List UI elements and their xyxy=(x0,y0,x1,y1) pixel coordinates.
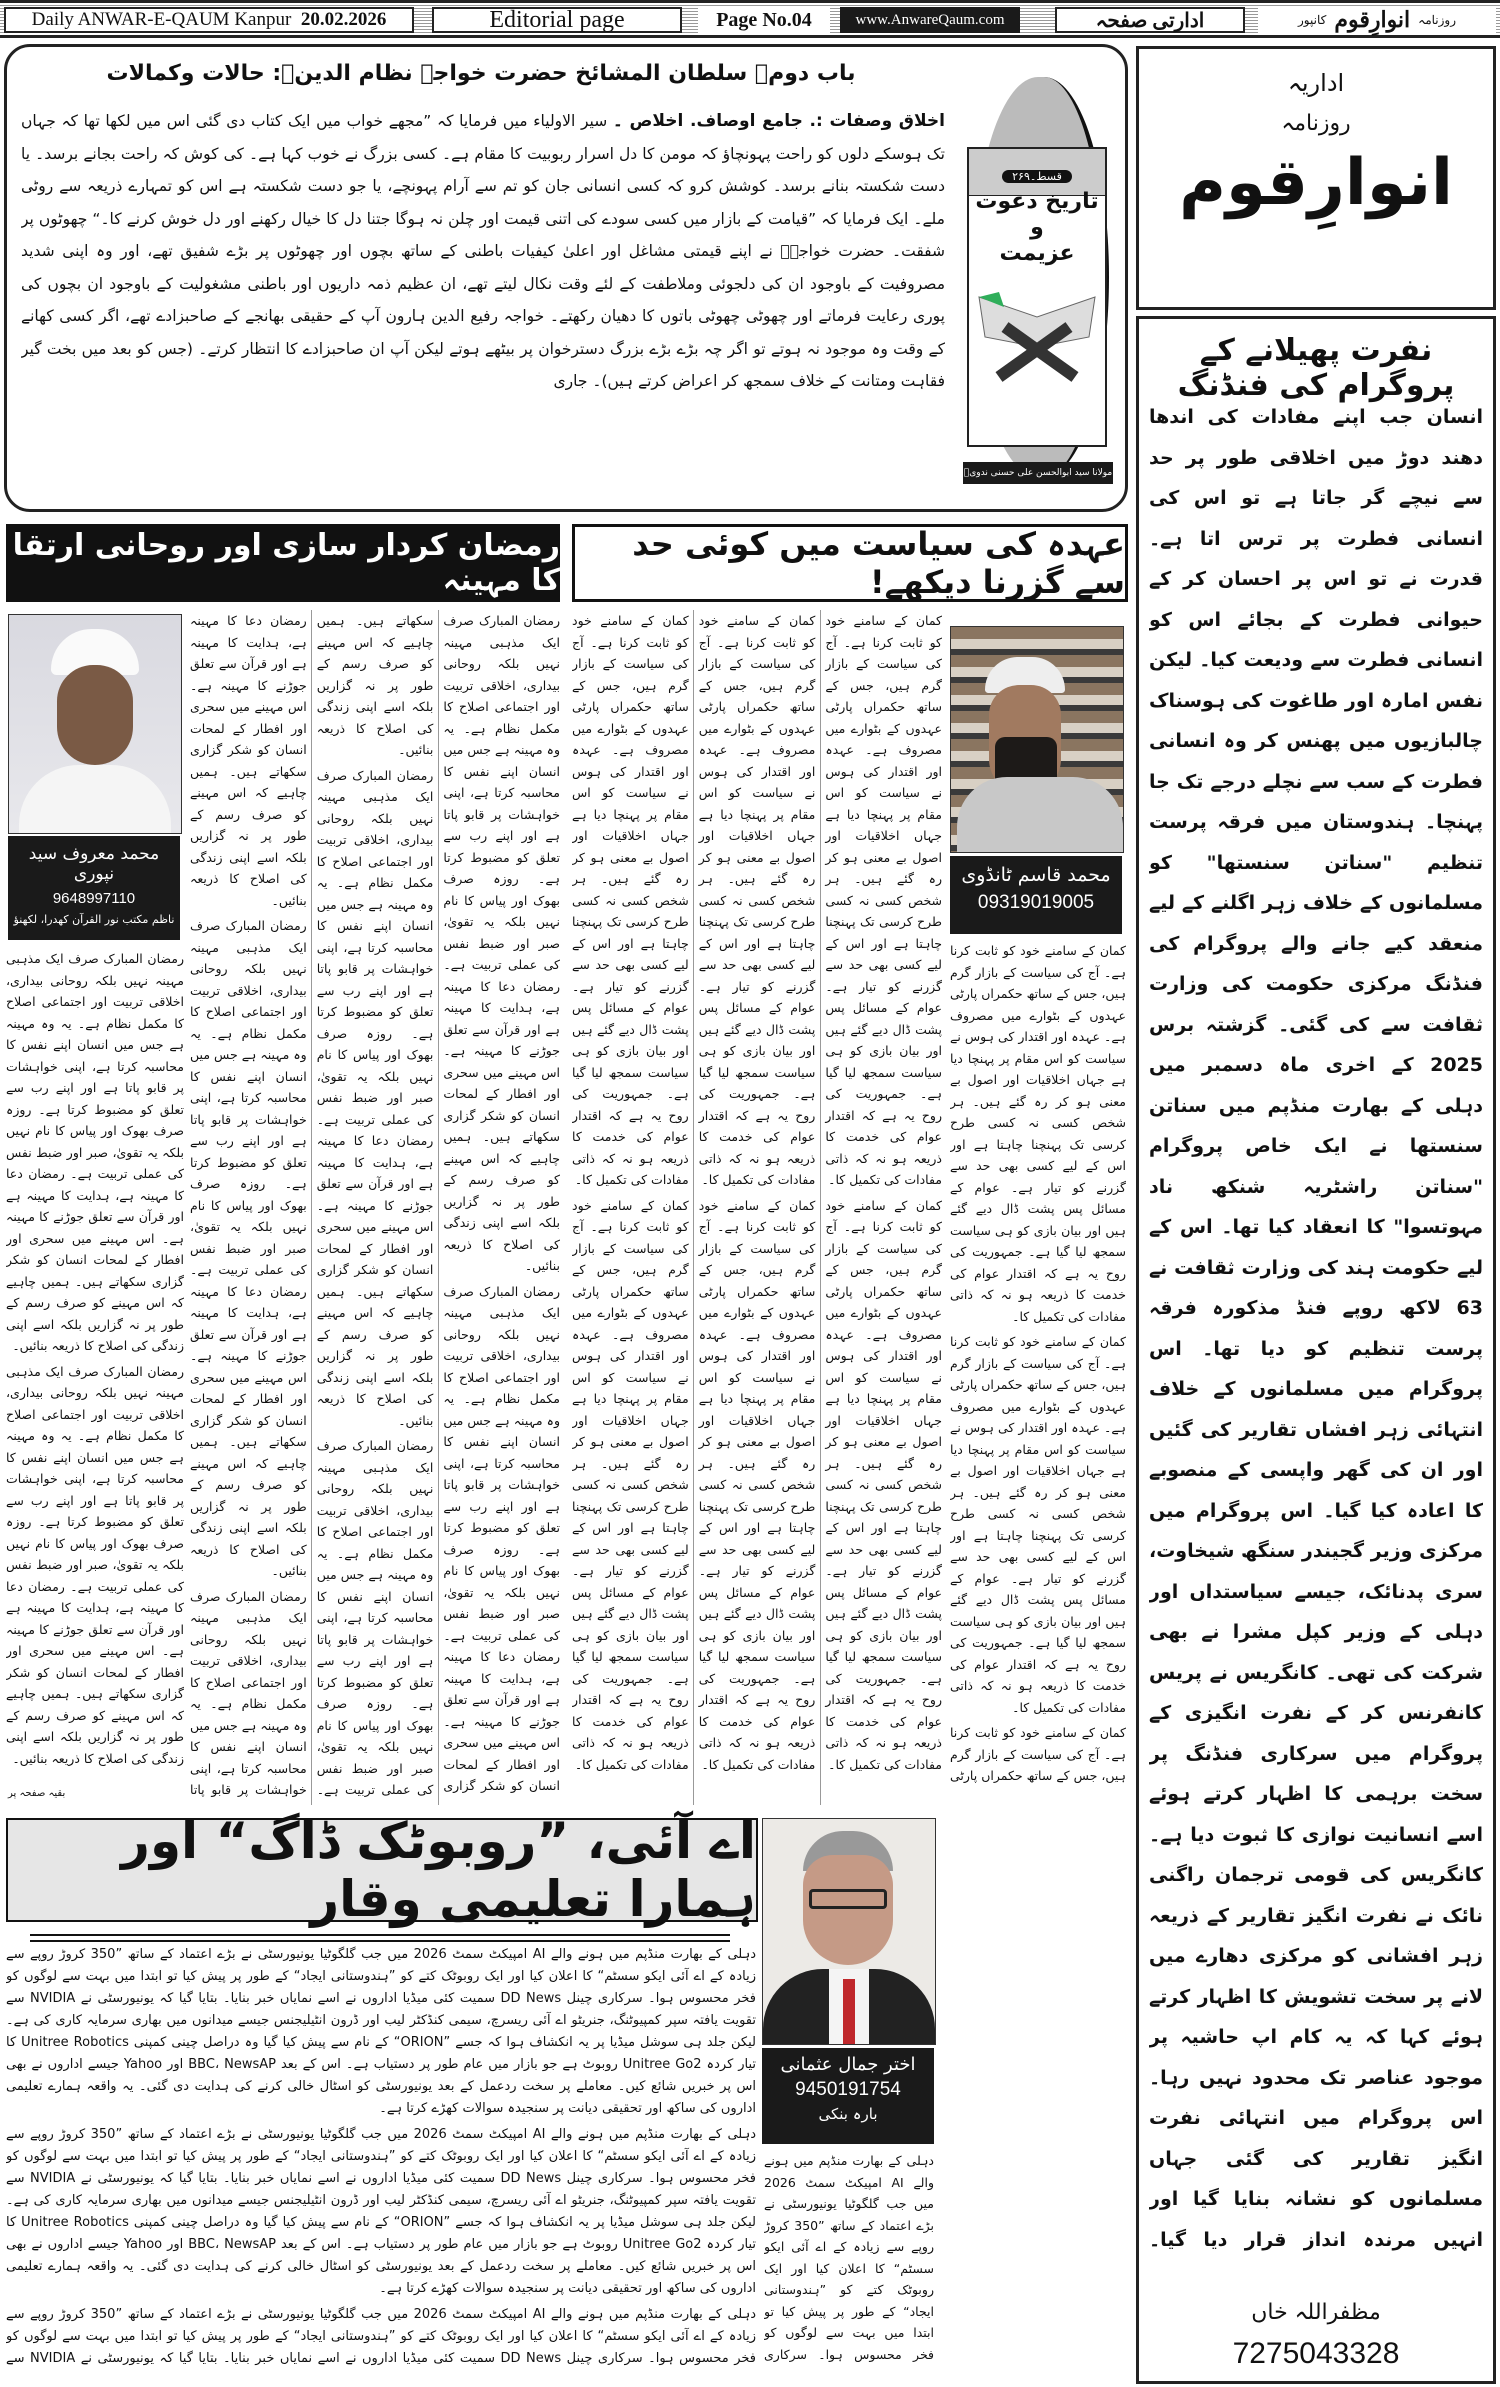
article-paragraph: دہلی کے بھارت منڈپم میں ہونے والے AI امپیکٹ سمٹ 2026 میں جب گلگوٹیا یونیورسٹی نے بڑے اعتماد کے ساتھ ”350 کروڑ روپے سے زیادہ کے اے آئی ایکو سسٹم“ کا اعلان کیا اور ایک روبوٹک کتے کو ”ہندوستانی ایجاد“ کے طور پر پیش کیا تو ابتدا میں بہت سے لوگوں کو فخر محسوس ہوا۔ سرکاری چینل DD News سمیت کئی میڈیا اداروں نے اسے نمایاں خبر بنایا۔ بتایا گیا کہ یونیورسٹی نے NVIDIA سے تقویت یافتہ سپر کمپیوٹنگ، جنریٹو اے آئی ریسرچ، سیمی کنڈکٹر لیب اور ڈرون انٹیلیجنس جیسے میدانوں میں بھاری سرمایہ کاری کی ہے۔ لیکن جلد ہی سوشل میڈیا پر یہ انکشاف ہوا کہ جسے ”ORION“ کے نام سے پیش کیا گیا وہ دراصل چینی کمپنی Unitree Robotics کا تیار کردہ Unitree Go2 روبوٹ ہے جو بازار میں عام طور پر دستیاب ہے۔ اس کے بعد BBC، NewsAP اور Yahoo جیسے اداروں نے بھی اس پر خبریں شائع کیں۔ معاملے پر سخت ردعمل کے بعد یونیورسٹی کو اسٹال خالی کرنے کی ہدایت دی گئی۔ یہ واقعہ ہمارے تعلیمی اداروں کی ساکھ اور تحقیقی دیانت پر سنجیدہ سوالات کھڑے کرتا ہے۔ xyxy=(6,1947,756,2116)
quran-on-stand-icon xyxy=(969,267,1105,387)
article-paragraph: رمضان المبارک صرف ایک مذہبی مہینہ نہیں بلکہ روحانی بیداری، اخلاقی تربیت اور اجتماعی اصلاح کا مکمل نظام ہے۔ یہ وہ مہینہ ہے جس میں انسان اپنے نفس کا محاسبہ کرتا ہے، اپنی خواہشات پر قابو پاتا ہے اور اپنے رب سے تعلق کو مضبوط کرتا ہے۔ روزہ صرف بھوک اور پیاس کا نام نہیں بلکہ یہ تقویٰ، صبر اور ضبط نفس کی عملی تربیت ہے۔ رمضان دعا کا مہینہ ہے، ہدایت کا مہینہ ہے اور قرآن سے تعلق جوڑنے کا مہینہ ہے۔ اس مہینے میں سحری اور افطار کے لمحات انسان کو شکر گزاری سکھاتے ہیں۔ ہمیں چاہیے کہ اس مہینے کو صرف رسم کے طور پر نہ گزاریں بلکہ اسے اپنی زندگی کی اصلاح کا ذریعہ بنائیں۔ xyxy=(6,951,184,1353)
ramzan-author-phone: 9648997110 xyxy=(52,890,136,907)
politics-body-continued xyxy=(950,940,1126,1805)
section-title-ur: ادارتی صفحہ xyxy=(1055,7,1245,33)
editorial-box xyxy=(1136,316,1496,2384)
article-paragraph: کمان کے سامنے خود کو ثابت کرنا ہے۔ آج کی سیاست کے بازار گرم ہیں، جس کے ساتھ حکمراں پارٹی عہدوں کے بٹوارے میں مصروف ہے۔ عہدہ اور اقتدار کی ہوس نے سیاست کو اس مقام پر پہنچا دیا ہے جہاں اخلاقیات اور اصول بے معنی ہو کر رہ گئے ہیں۔ ہر شخص کسی نہ کسی طرح کرسی تک پہنچنا چاہتا ہے اور اس کے لیے کسی بھی حد سے گزرنے کو تیار ہے۔ عوام کے مسائل پس پشت ڈال دیے گئے ہیں اور بیان بازی کو ہی سیاست سمجھ لیا گیا ہے۔ جمہوریت کی روح یہ ہے کہ اقتدار عوام کی خدمت کا ذریعہ ہو نہ کہ ذاتی مفادات کی تکمیل کا۔ xyxy=(825,613,942,1187)
masthead-rozname: روزنامہ xyxy=(1281,111,1351,136)
ramzan-author-designation: ناظم مکتب نور القرآن کھدرا، لکھنؤ xyxy=(13,913,175,926)
article-paragraph: کمان کے سامنے خود کو ثابت کرنا ہے۔ آج کی سیاست کے بازار گرم ہیں، جس کے ساتھ حکمراں پارٹی عہدوں کے بٹوارے میں مصروف ہے۔ عہدہ اور اقتدار کی ہوس نے سیاست کو اس مقام پر پہنچا دیا ہے جہاں اخلاقیات اور اصول بے معنی ہو کر رہ گئے ہیں۔ ہر شخص کسی نہ کسی طرح کرسی تک پہنچنا چاہتا ہے اور اس کے لیے کسی بھی حد سے گزرنے کو تیار ہے۔ عوام کے مسائل پس پشت ڈال دیے گئے ہیں اور بیان بازی کو ہی سیاست سمجھ لیا گیا ہے۔ جمہوریت کی روح یہ ہے کہ اقتدار عوام کی خدمت کا ذریعہ ہو نہ کہ ذاتی مفادات کی تکمیل کا۔ xyxy=(950,943,1126,1324)
ai-article-body-continued xyxy=(764,2150,934,2384)
article-paragraph: کمان کے سامنے خود کو ثابت کرنا ہے۔ آج کی سیاست کے بازار گرم ہیں، جس کے ساتھ حکمراں پارٹی عہدوں کے بٹوارے میں مصروف ہے۔ عہدہ اور اقتدار کی ہوس نے سیاست کو اس مقام پر پہنچا دیا ہے جہاں اخلاقیات اور اصول بے معنی ہو کر رہ گئے ہیں۔ ہر شخص کسی نہ کسی طرح کرسی تک پہنچنا چاہتا ہے اور اس کے لیے کسی بھی حد سے گزرنے کو تیار ہے۔ عوام کے مسائل پس پشت ڈال دیے گئے ہیں اور بیان بازی کو ہی سیاست سمجھ لیا گیا ہے۔ جمہوریت کی روح یہ ہے کہ اقتدار عوام کی خدمت کا ذریعہ ہو نہ کہ ذاتی مفادات کی تکمیل کا۔ xyxy=(698,1197,816,1772)
article-paragraph: رمضان المبارک صرف ایک مذہبی مہینہ نہیں بلکہ روحانی بیداری، اخلاقی تربیت اور اجتماعی اصلاح کا مکمل نظام ہے۔ یہ وہ مہینہ ہے جس میں انسان اپنے نفس کا محاسبہ کرتا ہے، اپنی خواہشات پر قابو پاتا ہے اور اپنے رب سے تعلق کو مضبوط کرتا ہے۔ روزہ صرف بھوک اور پیاس کا نام نہیں بلکہ یہ تقویٰ، صبر اور ضبط نفس کی عملی تربیت ہے۔ رمضان دعا کا مہینہ ہے، ہدایت کا مہینہ ہے اور قرآن سے تعلق جوڑنے کا مہینہ ہے۔ اس مہینے میں سحری اور افطار کے لمحات انسان کو شکر گزاری سکھاتے ہیں۔ ہمیں چاہیے کہ اس مہینے کو صرف رسم کے طور پر نہ گزاریں بلکہ اسے اپنی زندگی کی اصلاح کا ذریعہ بنائیں۔ xyxy=(6,1363,184,1766)
article-paragraph: کمان کے سامنے خود کو ثابت کرنا ہے۔ آج کی سیاست کے بازار گرم ہیں، جس کے ساتھ حکمراں پارٹی xyxy=(950,1725,1126,1783)
serial-article-para: سیر الاولیاء میں فرمایا کہ ”مجھے خواب میں ایک کتاب دی گئی اس میں لکھا تھا کہ جہاں تک ہوسکے دلوں کو راحت پہونچاؤ کہ مومن کا دل اسرار ربوبیت کا مقام ہے۔ کسی بزرگ نے خوب کہا ہے۔ کی کوش کہ راحت بجانے برسد۔ یا دست شکستہ بنانے برسد۔ کوشش کرو کہ کسی انسانی جان کو تم سے آرام پہونچے، یا جو دست شکستہ ہے اس کو تمہارے ذریعہ سے روٹی ملے۔ ایک فرمایا کہ ”قیامت کے بازار میں کسی سودے کی اتنی قیمت اور چلن نہ ہوگا جتنا دل کا خیال رکھنے اور دل خوش کرنے کا۔“ xyxy=(21,112,945,228)
article-paragraph: کمان کے سامنے خود کو ثابت کرنا ہے۔ آج کی سیاست کے بازار گرم ہیں، جس کے ساتھ حکمراں پارٹی عہدوں کے بٹوارے میں مصروف ہے۔ عہدہ اور اقتدار کی ہوس نے سیاست کو اس مقام پر پہنچا دیا ہے جہاں اخلاقیات اور اصول بے معنی ہو کر رہ گئے ہیں۔ ہر شخص کسی نہ کسی طرح کرسی تک پہنچنا چاہتا ہے اور اس کے لیے کسی بھی حد سے گزرنے کو تیار ہے۔ عوام کے مسائل پس پشت ڈال دیے گئے ہیں اور بیان بازی کو ہی سیاست سمجھ لیا گیا ہے۔ جمہوریت کی روح یہ ہے کہ اقتدار عوام کی خدمت کا ذریعہ ہو نہ کہ ذاتی مفادات کی تکمیل کا۔ xyxy=(825,1197,942,1772)
book-series-graphic xyxy=(963,77,1113,497)
page-number: Page No.04 xyxy=(698,7,830,33)
ai-author-name: اختر جمال عثمانی xyxy=(780,2054,916,2075)
book-title-line: تاریخ دعوت xyxy=(975,189,1099,214)
masthead-label: اداریہ xyxy=(1287,69,1345,97)
editorial-author-phone: 7275043328 xyxy=(1232,2337,1400,2370)
article-paragraph: رمضان المبارک صرف ایک مذہبی مہینہ نہیں بلکہ روحانی بیداری، اخلاقی تربیت اور اجتماعی اصلاح کا مکمل نظام ہے۔ یہ وہ مہینہ ہے جس میں انسان اپنے نفس کا محاسبہ کرتا ہے، اپنی خواہشات پر قابو پاتا ہے اور اپنے رب سے تعلق کو مضبوط کرتا ہے۔ روزہ صرف بھوک اور پیاس کا نام نہیں بلکہ یہ تقویٰ، صبر اور ضبط نفس کی عملی تربیت ہے۔ رمضان دعا کا مہینہ ہے، ہدایت کا مہینہ ہے اور قرآن سے تعلق جوڑنے کا مہینہ ہے۔ اس مہینے میں سحری اور افطار کے لمحات انسان کو شکر گزاری سکھاتے ہیں۔ ہمیں چاہیے کہ اس مہینے کو صرف رسم کے طور پر نہ گزاریں بلکہ اسے اپنی زندگی کی اصلاح کا ذریعہ بنائیں۔ xyxy=(190,613,434,1797)
article-paragraph: کمان کے سامنے خود کو ثابت کرنا ہے۔ آج کی سیاست کے بازار گرم ہیں، جس کے ساتھ حکمراں پارٹی عہدوں کے بٹوارے میں مصروف ہے۔ عہدہ اور اقتدار کی ہوس نے سیاست کو اس مقام پر پہنچا دیا ہے جہاں اخلاقیات اور اصول بے معنی ہو کر رہ گئے ہیں۔ ہر شخص کسی نہ کسی طرح کرسی تک پہنچنا چاہتا ہے اور اس کے لیے کسی بھی حد سے گزرنے کو تیار ہے۔ عوام کے مسائل پس پشت ڈال دیے گئے ہیں اور بیان بازی کو ہی سیاست سمجھ لیا گیا ہے۔ جمہوریت کی روح یہ ہے کہ اقتدار عوام کی خدمت کا ذریعہ ہو نہ کہ ذاتی مفادات کی تکمیل کا۔ xyxy=(572,613,689,1187)
ai-article-body xyxy=(6,1944,756,2384)
serial-article-para: چھوٹوں پر شفقت۔ حضرت خواجہؒ نے اپنے قیمتی مشاغل اور اعلیٰ کیفیات باطنی کے ساتھ بچوں اور چھوٹوں پر بڑے شفیق تھے، اور وہ اپنی شدید مصروفیت کے باوجود ان کی دلجوئی وملاطفت کے لئے وقت نکال لیتے تھے، ان عظیم ذمہ داریوں اور باطنی مشغولیت کے باوجود ان بچوں کی پوری رعایت فرماتے اور چھوٹی چھوٹی باتوں کا دھیان رکھتے۔ خواجہ رفیع الدین ہارون آپ کے حقیقی بھانجے کے صاحبزادے تھے، اگر کسی کھانے کے وقت وہ موجود نہ ہوتے تو اگر چہ بڑے بڑے بزرگ دسترخوان پر بیٹھے ہوتے لیکن آپ ان صاحبزادے کا انتظار کرتے۔ (جس کو بعد میں بخت گیر فقاہت ومتانت کے خلاف سمجھ کر اعراض کرتے ہیں)۔ جاری xyxy=(21,209,945,390)
ai-article-headline: اے آئی، ”روبوٹک ڈاگ“ اور ہمارا تعلیمی وقار xyxy=(6,1818,758,1922)
article-paragraph: رمضان المبارک صرف ایک مذہبی مہینہ نہیں بلکہ روحانی بیداری، اخلاقی تربیت اور اجتماعی اصلاح کا مکمل نظام ہے۔ یہ وہ مہینہ ہے جس میں انسان اپنے نفس کا محاسبہ کرتا ہے، اپنی خواہشات پر قابو پاتا ہے اور اپنے رب سے تعلق کو مضبوط کرتا ہے۔ روزہ صرف بھوک اور پیاس کا نام نہیں بلکہ یہ تقویٰ، صبر اور ضبط نفس کی عملی تربیت ہے۔ رمضان دعا کا مہینہ ہے، ہدایت کا مہینہ ہے اور قرآن سے تعلق جوڑنے کا مہینہ ہے۔ اس مہینے میں سحری اور افطار کے لمحات انسان کو شکر گزاری سکھاتے ہیں۔ ہمیں چاہیے کہ اس مہینے کو صرف رسم کے طور پر نہ گزاریں بلکہ اسے اپنی زندگی کی اصلاح کا ذریعہ بنائیں۔ xyxy=(316,613,560,1793)
article-paragraph: دہلی کے بھارت منڈپم میں ہونے والے AI امپیکٹ سمٹ 2026 میں جب گلگوٹیا یونیورسٹی نے بڑے اعتماد کے ساتھ ”350 کروڑ روپے سے زیادہ کے اے آئی ایکو سسٹم“ کا اعلان کیا اور ایک روبوٹک کتے کو ”ہندوستانی ایجاد“ کے طور پر پیش کیا تو ابتدا میں بہت سے لوگوں کو فخر محسوس ہوا۔ سرکاری چینل DD News سمیت کئی میڈیا اداروں نے اسے نمایاں خبر بنایا۔ بتایا گیا کہ یونیورسٹی نے NVIDIA سے تقویت یافتہ سپر کمپیوٹنگ، جنریٹو اے آئی ریسرچ، سیمی کنڈکٹر لیب اور ڈرون انٹیلیجنس جیسے میدانوں میں بھاری سرمایہ کاری کی ہے۔ لیکن جلد ہی سوشل میڈیا پر یہ انکشاف ہوا کہ جسے ”ORION“ کے نام سے پیش کیا گیا وہ دراصل چینی کمپنی Unitree Robotics کا تیار کردہ Unitree Go2 روبوٹ ہے جو بازار میں عام طور پر دستیاب ہے۔ اس کے بعد BBC، NewsAP اور Yahoo جیسے اداروں نے بھی اس پر خبریں شائع کیں۔ معاملے پر سخت ردعمل کے بعد یونیورسٹی کو اسٹال خالی کرنے کی ہدایت دی گئی۔ یہ واقعہ ہمارے تعلیمی اداروں کی ساکھ اور تحقیقی دیانت پر سنجیدہ سوالات کھڑے کرتا ہے۔ xyxy=(6,2127,756,2296)
ai-author-caption xyxy=(762,2048,934,2144)
page-header xyxy=(0,0,1500,38)
book-author: مولانا سید ابوالحسن علی حسنی ندویؒ xyxy=(963,462,1113,484)
politics-headline: عہدہ کی سیاست میں کوئی حد سے گزرنا دیکھے! xyxy=(572,524,1128,602)
editorial-headline: نفرت پھیلانے کے پروگرام کی فنڈنگ xyxy=(1177,333,1455,403)
politics-author-photo xyxy=(950,626,1124,853)
ramzan-author-name: محمد معروف سید نپوری xyxy=(28,844,160,884)
politics-body xyxy=(572,610,942,1805)
ramzan-author-caption xyxy=(8,836,180,940)
book-card xyxy=(967,147,1107,447)
header-paper-name-ur xyxy=(1258,7,1496,33)
paper-name-ur: انوارِقوم xyxy=(1334,7,1411,32)
ai-author-phone: 9450191754 xyxy=(795,2079,901,2100)
article-paragraph: کمان کے سامنے خود کو ثابت کرنا ہے۔ آج کی سیاست کے بازار گرم ہیں، جس کے ساتھ حکمراں پارٹی عہدوں کے بٹوارے میں مصروف ہے۔ عہدہ اور اقتدار کی ہوس نے سیاست کو اس مقام پر پہنچا دیا ہے جہاں اخلاقیات اور اصول بے معنی ہو کر رہ گئے ہیں۔ ہر شخص کسی نہ کسی طرح کرسی تک پہنچنا چاہتا ہے اور اس کے لیے کسی بھی حد سے گزرنے کو تیار ہے۔ عوام کے مسائل پس پشت ڈال دیے گئے ہیں اور بیان بازی کو ہی سیاست سمجھ لیا گیا ہے۔ جمہوریت کی روح یہ ہے کہ اقتدار عوام کی خدمت کا ذریعہ ہو نہ کہ ذاتی مفادات کی تکمیل کا۔ xyxy=(950,1334,1126,1715)
politics-author-name: محمد قاسم ٹانڈوی xyxy=(961,864,1111,886)
serial-article-headline: باب دوم۔ سلطان المشائخ حضرت خواجہ نظام الدینؒ: حالات وکمالات xyxy=(106,61,856,86)
politics-author-caption xyxy=(950,856,1122,934)
article-paragraph: کمان کے سامنے خود کو ثابت کرنا ہے۔ آج کی سیاست کے بازار گرم ہیں، جس کے ساتھ حکمراں پارٹی عہدوں کے بٹوارے میں مصروف ہے۔ عہدہ اور اقتدار کی ہوس نے سیاست کو اس مقام پر پہنچا دیا ہے جہاں اخلاقیات اور اصول بے معنی ہو کر رہ گئے ہیں۔ ہر شخص کسی نہ کسی طرح کرسی تک پہنچنا چاہتا ہے اور اس کے لیے کسی بھی حد سے گزرنے کو تیار ہے۔ عوام کے مسائل پس پشت ڈال دیے گئے ہیں اور بیان بازی کو ہی سیاست سمجھ لیا گیا ہے۔ جمہوریت کی روح یہ ہے کہ اقتدار عوام کی خدمت کا ذریعہ ہو نہ کہ ذاتی مفادات کی تکمیل کا۔ xyxy=(572,1197,689,1772)
ramzan-headline: رمضان کردار سازی اور روحانی ارتقا کا مہینہ xyxy=(6,524,560,602)
editorial-author: مظفراللہ خاں xyxy=(1251,2300,1381,2325)
editorial-body: انسان جب اپنے مفادات کی اندھا دھند دوڑ میں اخلاقی طور پر حد سے نیچے گر جاتا ہے تو اس کی انسانی فطرت پر ترس اتا ہے۔ قدرت نے تو اس پر احسان کر کے حیوانی فطرت کے بجائے اس کو انسانی فطرت سے ودیعت کیا۔ لیکن نفس امارہ اور طاغوت کی ہوسناک چالبازیوں میں پھنس کر وہ انسانی فطرت کے سب سے نچلے درجے تک جا پہنچا۔ ہندوستان میں فرقہ پرست تنظیم "سناتن سنستھا" کو مسلمانوں کے خلاف زہر اگلنے کے لیے منعقد کیے جانے والے پروگرام کی فنڈنگ مرکزی حکومت کی وزارت ثقافت سے کی گئی۔ گزشتہ برس 2025 کے اخری ماہ دسمبر میں دہلی کے بھارت منڈپم میں سناتن سنستھا نے ایک خاص پروگرام "سناتن راشٹریہ شنکھ ناد مہوتسوا" کا انعقاد کیا تھا۔ اس کے لیے حکومت ہند کی وزارت ثقافت نے 63 لاکھ روپے فنڈ مذکورہ فرقہ پرست تنظیم کو دیا تھا۔ اس پروگرام میں مسلمانوں کے خلاف انتہائی زہر افشاں تقاریر کی گئیں اور ان کی گھر واپسی کے منصوبے کا اعادہ کیا گیا۔ اس پروگرام میں مرکزی وزیر گجیندر سنگھ شیخاوت، سری پدنائک، جیسے سیاستداں اور دہلی کے وزیر کپل مشرا نے بھی شرکت کی تھی۔ کانگریس نے پریس کانفرنس کر کے نفرت انگیزی کے پروگرام میں سرکاری فنڈنگ پر سخت برہمی کا اظہار کرتے ہوئے اسے انسانیت نوازی کا ثبوت دیا ہے۔ کانگریس کی قومی ترجمان راگنی نائک نے نفرت انگیز تقاریر کے ذریعہ زہر افشانی کو مرکزی دھارے میں لانے پر سخت تشویش کا اظہار کرتے ہوئے کہا کہ یہ کام اپ حاشیہ پر موجود عناصر تک محدود نہیں رہا۔ اس پروگرام میں انتہائی نفرت انگیز تقاریر کی گئی جہاں مسلمانوں کو نشانہ بنایا گیا اور انہیں مرندہ انداز قرار دیا گیا۔ xyxy=(1149,406,1483,2251)
city-label: کانپور xyxy=(1298,12,1327,27)
article-paragraph: دہلی کے بھارت منڈپم میں ہونے والے AI امپیکٹ سمٹ 2026 میں جب گلگوٹیا یونیورسٹی نے بڑے اعتماد کے ساتھ ”350 کروڑ روپے سے زیادہ کے اے آئی ایکو سسٹم“ کا اعلان کیا اور ایک روبوٹک کتے کو ”ہندوستانی ایجاد“ کے طور پر پیش کیا تو ابتدا میں بہت سے لوگوں کو فخر محسوس ہوا۔ سرکاری xyxy=(764,2153,934,2362)
article-paragraph: رمضان المبارک صرف ایک مذہبی مہینہ نہیں بلکہ روحانی بیداری، اخلاقی تربیت اور اجتماعی اصلاح کا مکمل نظام ہے۔ یہ وہ مہینہ ہے جس میں انسان اپنے نفس کا محاسبہ کرتا ہے، اپنی خواہشات پر قابو پاتا ہے اور اپنے رب سے تعلق کو مضبوط کرتا ہے۔ روزہ صرف بھوک اور پیاس کا نام نہیں بلکہ یہ تقویٰ، صبر اور ضبط نفس کی عملی تربیت ہے۔ رمضان دعا کا مہینہ ہے، ہدایت کا مہینہ ہے اور قرآن سے تعلق جوڑنے کا مہینہ ہے۔ اس مہینے میں سحری اور افطار کے لمحات انسان کو شکر گزاری سکھاتے ہیں۔ ہمیں چاہیے کہ اس مہینے کو صرف رسم کے طور پر نہ گزاریں بلکہ اسے اپنی زندگی کی اصلاح کا ذریعہ بنائیں۔ xyxy=(316,767,434,1428)
ramzan-body xyxy=(190,610,560,1805)
header-paper-info xyxy=(4,7,414,33)
installment-badge: قسط۔۲۶۹ xyxy=(1002,170,1072,183)
serial-article-body xyxy=(21,105,945,495)
book-title-line: عزیمت xyxy=(999,241,1075,266)
paper-name-en: Daily ANWAR-E-QAUM Kanpur xyxy=(31,9,292,30)
article-paragraph: رمضان المبارک صرف ایک مذہبی مہینہ نہیں بلکہ روحانی بیداری، اخلاقی تربیت اور اجتماعی اصلاح کا مکمل نظام ہے۔ یہ وہ مہینہ ہے جس میں انسان اپنے نفس کا محاسبہ کرتا ہے، اپنی خواہشات پر قابو پاتا ہے اور اپنے رب سے تعلق کو مضبوط کرتا ہے۔ روزہ صرف بھوک اور پیاس کا نام نہیں بلکہ یہ تقویٰ، صبر اور ضبط نفس کی عملی تربیت ہے۔ رمضان دعا کا مہینہ ہے، ہدایت کا مہینہ ہے اور قرآن سے تعلق جوڑنے کا مہینہ ہے۔ اس مہینے میں سحری اور افطار کے لمحات انسان کو شکر گزاری سکھاتے ہیں۔ ہمیں چاہیے کہ اس مہینے کو صرف رسم کے طور پر نہ گزاریں بلکہ اسے اپنی زندگی کی اصلاح کا ذریعہ بنائیں۔ xyxy=(443,613,560,1273)
website-link[interactable]: www.AnwareQaum.com xyxy=(840,7,1020,33)
divider xyxy=(30,1934,730,1942)
politics-author-phone: 09319019005 xyxy=(977,892,1095,913)
ai-author-photo xyxy=(762,1818,936,2045)
ai-author-place: بارہ بنکی xyxy=(818,2105,878,2123)
section-title-en: Editorial page xyxy=(432,7,682,33)
masthead-paper-name: انوارِقوم xyxy=(1179,146,1453,220)
article-paragraph: کمان کے سامنے خود کو ثابت کرنا ہے۔ آج کی سیاست کے بازار گرم ہیں، جس کے ساتھ حکمراں پارٹی عہدوں کے بٹوارے میں مصروف ہے۔ عہدہ اور اقتدار کی ہوس نے سیاست کو اس مقام پر پہنچا دیا ہے جہاں اخلاقیات اور اصول بے معنی ہو کر رہ گئے ہیں۔ ہر شخص کسی نہ کسی طرح کرسی تک پہنچنا چاہتا ہے اور اس کے لیے کسی بھی حد سے گزرنے کو تیار ہے۔ عوام کے مسائل پس پشت ڈال دیے گئے ہیں اور بیان بازی کو ہی سیاست سمجھ لیا گیا ہے۔ جمہوریت کی روح یہ ہے کہ اقتدار عوام کی خدمت کا ذریعہ ہو نہ کہ ذاتی مفادات کی تکمیل کا۔ xyxy=(698,613,816,1187)
ramzan-author-photo xyxy=(8,614,182,834)
article-paragraph: رمضان المبارک صرف ایک مذہبی مہینہ نہیں بلکہ روحانی بیداری، اخلاقی تربیت اور اجتماعی اصلاح کا مکمل نظام ہے۔ یہ وہ مہینہ ہے جس میں انسان اپنے نفس کا محاسبہ کرتا ہے، اپنی خواہشات پر قابو پاتا ہے اور اپنے رب سے تعلق کو مضبوط کرتا ہے۔ روزہ صرف بھوک اور پیاس کا نام نہیں بلکہ یہ تقویٰ، صبر اور ضبط نفس کی عملی تربیت ہے۔ رمضان دعا کا مہینہ ہے، ہدایت کا مہینہ ہے اور قرآن سے تعلق جوڑنے کا مہینہ ہے۔ اس مہینے میں سحری اور افطار کے لمحات انسان کو شکر گزاری سکھاتے ہیں۔ ہمیں چاہیے کہ اس مہینے کو صرف رسم کے طور پر نہ گزاریں بلکہ اسے اپنی زندگی کی اصلاح کا ذریعہ بنائیں۔ xyxy=(190,918,307,1578)
article-paragraph: رمضان المبارک صرف ایک مذہبی مہینہ نہیں بلکہ روحانی بیداری، اخلاقی تربیت اور اجتماعی اصلاح کا مکمل نظام ہے۔ یہ وہ مہینہ ہے جس میں انسان اپنے نفس کا محاسبہ کرتا ہے، اپنی خواہشات پر قابو پاتا xyxy=(190,1588,307,1797)
book-title xyxy=(969,189,1105,267)
rozname-label: روزنامہ xyxy=(1418,12,1457,27)
serial-article-lead: اخلاق وصفات :. جامع اوصاف. اخلاص ۔ xyxy=(612,111,945,131)
editorial-masthead xyxy=(1136,46,1496,310)
article-paragraph: دہلی کے بھارت منڈپم میں ہونے والے AI امپیکٹ سمٹ 2026 میں جب گلگوٹیا یونیورسٹی نے بڑے اعتماد کے ساتھ ”350 کروڑ روپے سے زیادہ کے اے آئی ایکو سسٹم“ کا اعلان کیا اور ایک روبوٹک کتے کو ”ہندوستانی ایجاد“ کے طور پر پیش کیا تو ابتدا میں بہت سے لوگوں کو فخر محسوس ہوا۔ سرکاری چینل DD News سمیت کئی میڈیا اداروں نے اسے نمایاں خبر بنایا۔ بتایا گیا کہ یونیورسٹی نے NVIDIA سے xyxy=(6,2307,756,2366)
ramzan-continued-note: بقیہ صفحہ پر xyxy=(8,1788,66,1799)
issue-date: 20.02.2026 xyxy=(300,9,387,30)
ramzan-body-continued xyxy=(6,948,184,1788)
serial-article-box xyxy=(4,44,1128,512)
book-title-line: و xyxy=(1030,215,1044,240)
